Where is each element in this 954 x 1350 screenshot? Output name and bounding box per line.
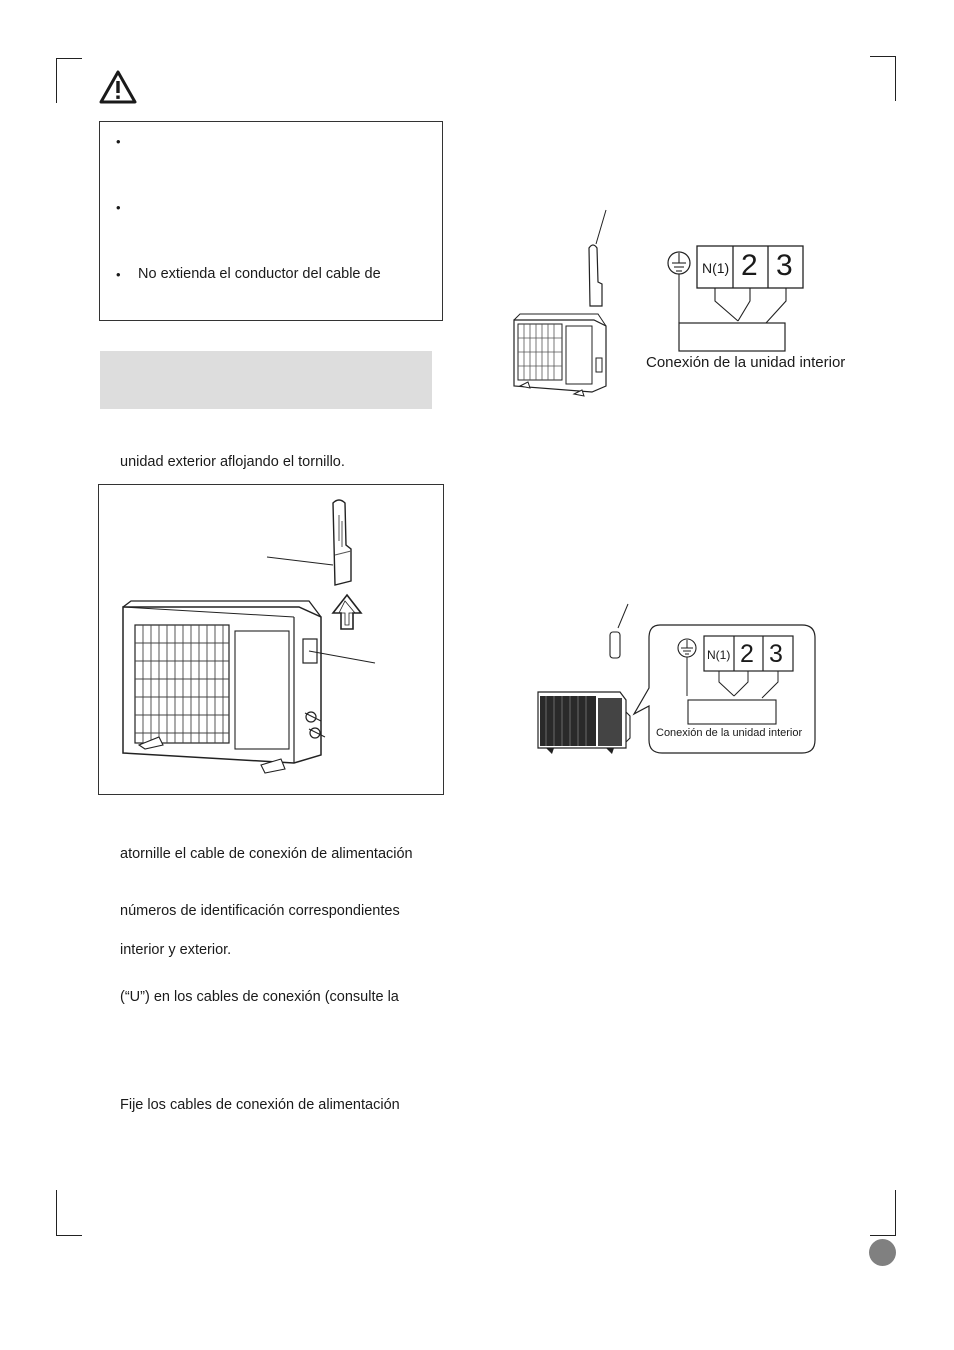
section-heading-box — [100, 351, 432, 409]
warning-bullet-3: No extienda el conductor del cable de — [138, 266, 381, 282]
terminal-bottom-n1: N(1) — [707, 648, 731, 662]
crop-mark-bottom-right-h — [870, 1235, 896, 1236]
caption-top: Conexión de la unidad interior — [646, 354, 846, 371]
warning-box — [99, 121, 443, 321]
crop-mark-top-left-h — [56, 58, 82, 59]
crop-mark-bottom-left-v — [56, 1190, 57, 1235]
terminal-top-3: 3 — [776, 249, 793, 282]
bullet-1: • — [116, 134, 121, 149]
terminal-top-n1: N(1) — [702, 260, 730, 276]
instruction-line-2: números de identificación correspondientes — [120, 903, 400, 919]
terminal-top-2: 2 — [741, 249, 758, 282]
outdoor-unit-illustration — [99, 485, 443, 794]
warning-triangle-icon — [99, 69, 137, 105]
wiring-diagram-top-illustration — [500, 208, 620, 408]
terminal-bottom-3: 3 — [769, 640, 783, 668]
instruction-line-1: atornille el cable de conexión de alimentación — [120, 846, 413, 862]
instruction-line-5: Fije los cables de conexión de alimentación — [120, 1097, 400, 1113]
terminal-bottom-2: 2 — [740, 640, 754, 668]
bullet-2: • — [116, 200, 121, 215]
crop-mark-bottom-right-v — [895, 1190, 896, 1235]
crop-mark-top-right-v — [895, 56, 896, 101]
crop-mark-top-right-h — [870, 56, 896, 57]
outdoor-unit-figure — [98, 484, 444, 795]
instruction-line-4: (“U”) en los cables de conexión (consulte la — [120, 989, 399, 1005]
bullet-3: • — [116, 267, 121, 282]
page-number-circle — [869, 1239, 896, 1266]
step-1-text: unidad exterior aflojando el tornillo. — [120, 454, 345, 470]
crop-mark-top-left-v — [56, 58, 57, 103]
instruction-line-3: interior y exterior. — [120, 942, 232, 958]
crop-mark-bottom-left-h — [56, 1235, 82, 1236]
caption-bottom: Conexión de la unidad interior — [656, 727, 803, 739]
wiring-diagram-bottom-illustration — [526, 602, 636, 762]
